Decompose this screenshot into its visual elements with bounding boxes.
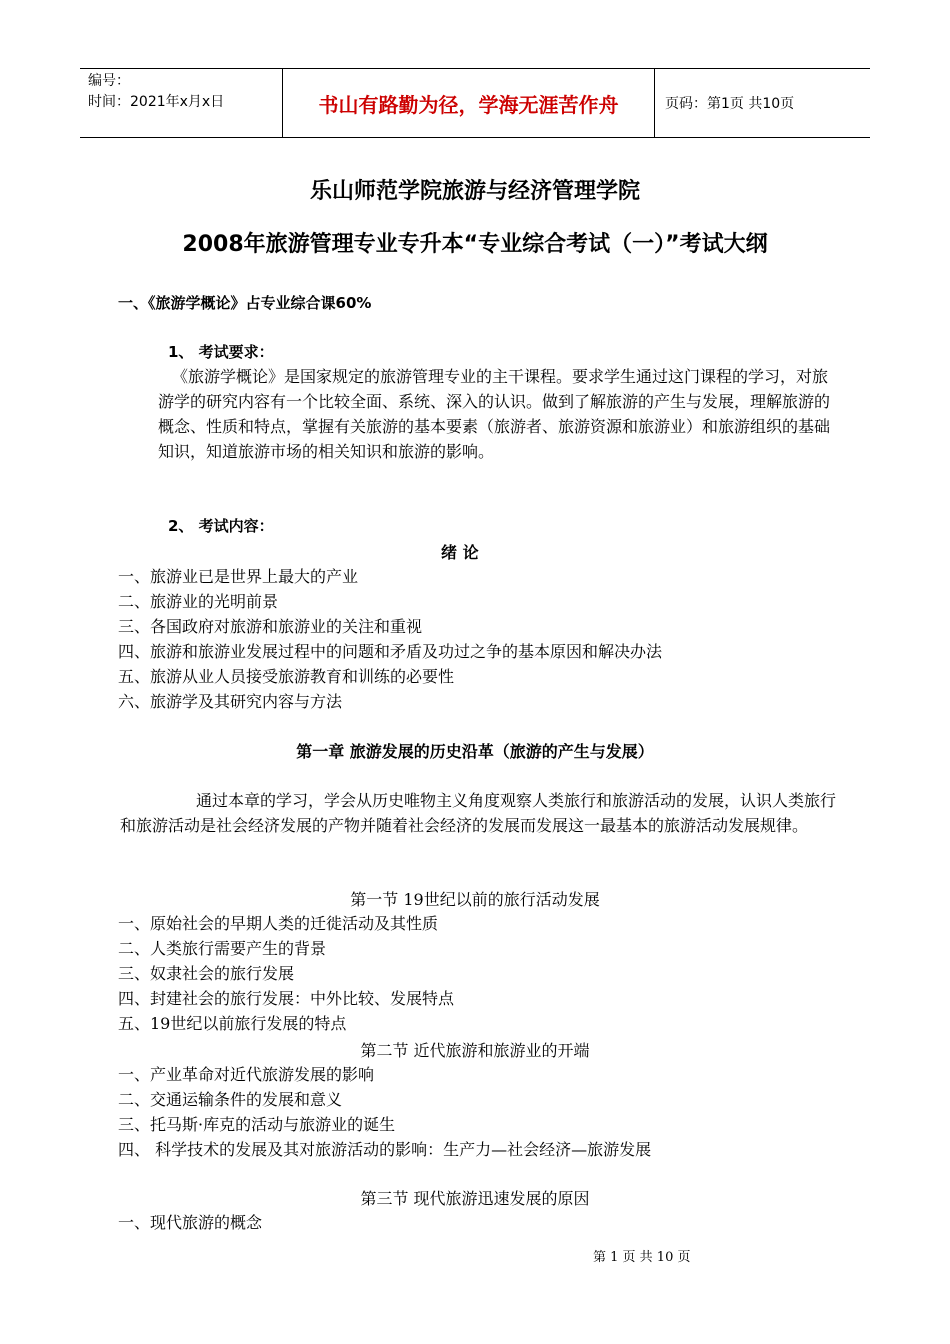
list-item: 四、 科学技术的发展及其对旅游活动的影响：生产力—社会经济—旅游发展 [118,1140,652,1159]
list-item: 一、现代旅游的概念 [118,1213,263,1232]
intro-heading: 绪 论 [441,543,479,562]
chapter1-heading: 第一章 旅游发展的历史沿革（旅游的产生与发展） [296,742,654,761]
section1-3-heading: 第三节 现代旅游迅速发展的原因 [360,1189,590,1208]
header-motto: 书山有路勤为径，学海无涯苦作舟 [282,69,655,137]
list-item: 二、人类旅行需要产生的背景 [118,939,327,958]
list-item: 一、产业革命对近代旅游发展的影响 [118,1065,375,1084]
number-label: 编号： [88,73,130,89]
intro-list [118,564,662,714]
header-page-info: 页码：第1页 共10页 [665,96,795,112]
list-item: 五、19世纪以前旅行发展的特点 [118,1014,347,1033]
section1-2-heading: 第二节 近代旅游和旅游业的开端 [360,1041,590,1060]
list-item: 二、旅游业的光明前景 [118,592,279,611]
list-item: 三、各国政府对旅游和旅游业的关注和重视 [118,617,423,636]
section-heading-1: 一、《旅游学概论》占专业综合课60% [118,294,372,312]
page-footer: 第 1 页 共 10 页 [593,1250,691,1265]
document-title-exam: 2008年旅游管理专业专升本“专业综合考试（一）”考试大纲 [182,232,768,257]
section1-2-list [118,1062,651,1162]
header-meta [80,69,282,137]
section1-1-heading: 第一节 19世纪以前的旅行活动发展 [350,890,600,909]
document-title-institution: 乐山师范学院旅游与经济管理学院 [309,179,640,204]
time-label: 时间：2021年x月x日 [88,94,225,110]
exam-content-heading: 2、 考试内容： [168,517,274,535]
list-item: 二、交通运输条件的发展和意义 [118,1090,343,1109]
list-item: 四、旅游和旅游业发展过程中的问题和矛盾及功过之争的基本原因和解决办法 [118,642,663,661]
exam-requirements-text: 《旅游学概论》是国家规定的旅游管理专业的主干课程。要求学生通过这门课程的学习，对旅游学的研究内容有一个比较全面、系统、深入的认识。做到了解旅游的产生与发展，理解旅游的概念、性质和特点，掌握有关旅游的基本要素（旅游者、旅游资源和旅游业）和旅游组织的基础知识，知道旅游市场的相关知识和旅游的影响。 [158,367,831,461]
section1-1-list [118,911,454,1036]
exam-requirements-heading: 1、 考试要求： [168,343,274,361]
list-item: 三、托马斯·库克的活动与旅游业的诞生 [118,1115,396,1134]
section1-3-list [118,1210,262,1235]
page-header [80,68,870,138]
list-item: 一、原始社会的早期人类的迁徙活动及其性质 [118,914,439,933]
list-item: 五、旅游从业人员接受旅游教育和训练的必要性 [118,667,455,686]
list-item: 一、旅游业已是世界上最大的产业 [118,567,359,586]
list-item: 四、封建社会的旅行发展：中外比较、发展特点 [118,989,455,1008]
list-item: 三、奴隶社会的旅行发展 [118,964,295,983]
list-item: 六、旅游学及其研究内容与方法 [118,692,343,711]
chapter1-text: 通过本章的学习，学会从历史唯物主义角度观察人类旅行和旅游活动的发展，认识人类旅行和旅游活动是社会经济发展的产物并随着社会经济的发展而发展这一最基本的旅游活动发展规律。 [120,791,837,835]
